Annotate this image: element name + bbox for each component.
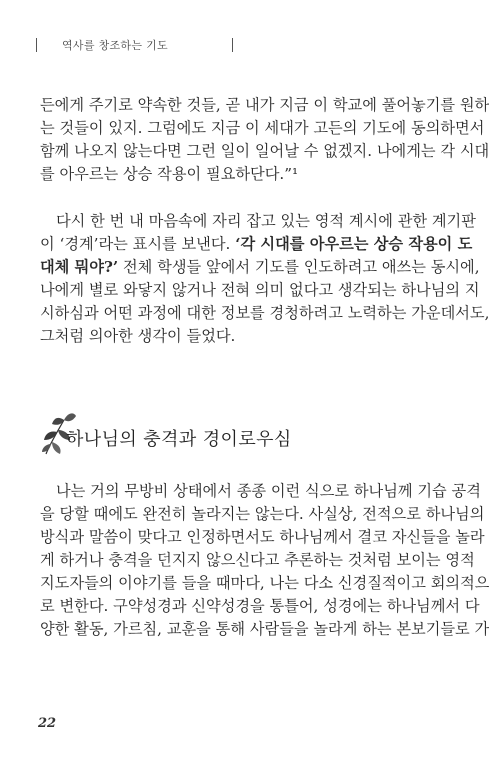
text-line: 방식과 말씀이 맞다고 인정하면서도 하나님께서 결코 자신들을 놀라	[40, 528, 485, 546]
text-line: 로 변한다. 구약성경과 신약성경을 통틀어, 성경에는 하나님께서 다	[40, 597, 480, 615]
paragraph-3	[40, 480, 489, 641]
text-line: 을 당할 때에도 완전히 놀라지는 않는다. 사실상, 전적으로 하나님의	[40, 505, 485, 523]
text-line: 나에게 별로 와닿지 않거나 전혀 의미 없다고 생각되는 하나님의 지	[40, 281, 480, 299]
text-line: 는 것들이 있지. 그럼에도 지금 이 세대가 고든의 기도에 동의하면서	[40, 119, 485, 137]
header-divider-right	[232, 38, 233, 52]
text-line: 게 하거나 충격을 던지지 않으신다고 추론하는 것처럼 보이는 영적	[40, 551, 475, 569]
text-line-mixed	[40, 233, 473, 256]
text-line: 든에게 주기로 약속한 것들, 곧 내가 지금 이 학교에 풀어놓기를 원하	[40, 96, 489, 114]
section-heading	[40, 408, 420, 458]
header-divider-left	[36, 38, 37, 52]
text-line: 지도자들의 이야기를 들을 때마다, 나는 다소 신경질적이고 회의적으	[40, 574, 489, 592]
paragraph-2	[40, 210, 489, 348]
paragraph-1	[40, 94, 489, 186]
running-header	[0, 0, 470, 60]
text-span: 이 ‘경계’라는 표시를 보낸다.	[40, 235, 231, 253]
book-title: 역사를 창조하는 기도	[62, 39, 168, 52]
text-line: 시하심과 어떤 과정에 대한 정보를 경청하려고 노력하는 가운데서도,	[40, 304, 489, 322]
emphasis-text: 대체 뭐야?’	[40, 258, 119, 276]
text-line: 그처럼 의아한 생각이 들었다.	[40, 327, 236, 345]
section-title: 하나님의 충격과 경이로우심	[66, 429, 292, 450]
text-line: 양한 활동, 가르침, 교훈을 통해 사람들을 놀라게 하는 본보기들로 가	[40, 620, 489, 638]
text-line: 를 아우르는 상승 작용이 필요하단다.”¹	[40, 165, 299, 183]
text-line: 다시 한 번 내 마음속에 자리 잡고 있는 영적 계시에 관한 계기판	[56, 212, 476, 230]
page-number: 22	[38, 716, 57, 731]
text-span: 전체 학생들 앞에서 기도를 인도하려고 애쓰는 동시에,	[123, 258, 480, 276]
emphasis-text: ‘각 시대를 아우르는 상승 작용이 도	[235, 235, 473, 253]
text-line: 함께 나오지 않는다면 그런 일이 일어날 수 없겠지. 나에게는 각 시대	[40, 142, 489, 160]
text-line: 나는 거의 무방비 상태에서 종종 이런 식으로 하나님께 기습 공격	[56, 482, 481, 500]
text-line-mixed	[40, 256, 480, 279]
